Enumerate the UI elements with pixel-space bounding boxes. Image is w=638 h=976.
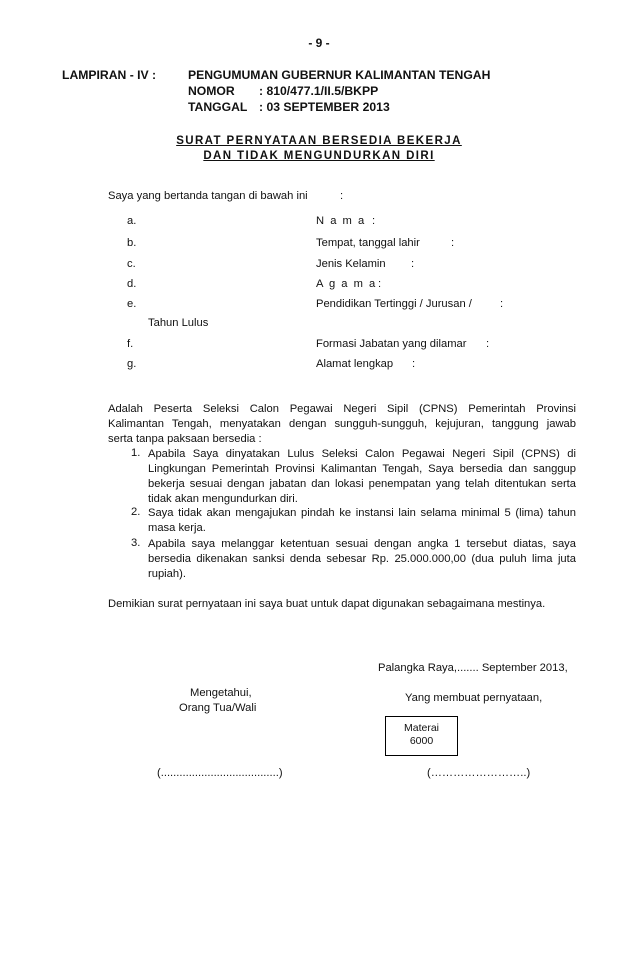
place-date: Palangka Raya,....... September 2013, [378, 662, 568, 674]
point-text [148, 447, 576, 507]
materai-stamp-box [385, 716, 458, 756]
point-line: tidak akan mengundurkan diri. [148, 493, 298, 505]
intro-text: Saya yang bertanda tangan di bawah ini [108, 190, 308, 202]
field-label: Jenis Kelamin [316, 258, 386, 270]
field-colon: : [486, 338, 490, 350]
pengumuman-title: PENGUMUMAN GUBERNUR KALIMANTAN TENGAH [188, 68, 491, 82]
point-line: Saya tidak akan mengajukan pindah ke instansi lain selama minimal 5 (lima) tahun [148, 507, 576, 519]
intro-colon: : [340, 190, 344, 202]
mengetahui-label: Mengetahui, [190, 687, 252, 699]
field-letter: c. [127, 258, 136, 270]
point-line: Apabila Saya dinyatakan Lulus Seleksi Calon Pegawai Negeri Sipil (CPNS) di [148, 448, 576, 460]
field-colon: : [372, 215, 376, 227]
statement-paragraph [108, 402, 576, 447]
field-label: A g a m a [316, 278, 377, 290]
field-continuation: Tahun Lulus [148, 317, 209, 329]
point-line: Apabila saya melanggar ketentuan sesuai dengan angka 1 tersebut diatas, saya [148, 538, 576, 550]
nomor-value: : 810/477.1/II.5/BKPP [259, 84, 379, 98]
point-line: Lingkungan Pemerintah Provinsi Kalimantan Tengah, Saya bersedia dan sanggup [148, 463, 576, 475]
field-label: Pendidikan Tertinggi / Jurusan / [316, 298, 472, 310]
point-number: 2. [131, 506, 141, 518]
field-label: Formasi Jabatan yang dilamar [316, 338, 467, 350]
field-colon: : [500, 298, 504, 310]
tanggal-value: : 03 SEPTEMBER 2013 [259, 100, 390, 114]
point-line: rupiah). [148, 568, 186, 580]
page-number: - 9 - [308, 36, 330, 50]
field-label: N a m a [316, 215, 366, 227]
left-signature-line: (......................................) [157, 767, 283, 779]
field-colon: : [451, 237, 455, 249]
field-letter: f. [127, 338, 134, 350]
point-text [148, 506, 576, 536]
point-line: bersedia dikenakan sanksi denda sebesar Rp. 25.000.000,00 (dua puluh lima juta [148, 553, 576, 565]
point-number: 1. [131, 447, 141, 459]
field-label: Alamat lengkap [316, 358, 394, 370]
materai-label: Materai [403, 722, 439, 734]
point-line: bekerja sesuai dengan jabatan dan lokasi penempatan yang telah ditentukan serta [148, 478, 576, 490]
statement-line: Adalah Peserta Seleksi Calon Pegawai Negeri Sipil (CPNS) Pemerintah Provinsi [108, 403, 576, 415]
closing-sentence: Demikian surat pernyataan ini saya buat untuk dapat digunakan sebagaimana mestinya. [108, 598, 546, 610]
statement-line: serta tanpa paksaan bersedia : [108, 433, 262, 445]
field-label: Tempat, tanggal lahir [316, 237, 420, 249]
statement-line: Kalimantan Tengah, menyatakan dengan sungguh-sungguh, kejujuran, tanggung jawab [108, 418, 576, 430]
field-letter: a. [127, 215, 137, 227]
lampiran-label: LAMPIRAN - IV : [62, 68, 157, 82]
tanggal-label: TANGGAL [188, 100, 248, 114]
field-colon: : [412, 358, 416, 370]
nomor-label: NOMOR [188, 84, 235, 98]
point-line: masa kerja. [148, 522, 206, 534]
document-title-line1: SURAT PERNYATAAN BERSEDIA BEKERJA [176, 135, 462, 147]
right-signature-line: (……………………..) [427, 767, 531, 779]
point-text [148, 537, 576, 582]
materai-value: 6000 [409, 735, 434, 747]
field-letter: g. [127, 358, 137, 370]
field-colon: : [411, 258, 415, 270]
field-letter: d. [127, 278, 137, 290]
field-letter: b. [127, 237, 137, 249]
field-colon: : [378, 278, 382, 290]
yang-membuat-label: Yang membuat pernyataan, [405, 692, 543, 704]
point-number: 3. [131, 537, 141, 549]
field-letter: e. [127, 298, 137, 310]
document-title-line2: DAN TIDAK MENGUNDURKAN DIRI [203, 150, 435, 162]
orang-tua-wali-label: Orang Tua/Wali [179, 702, 257, 714]
